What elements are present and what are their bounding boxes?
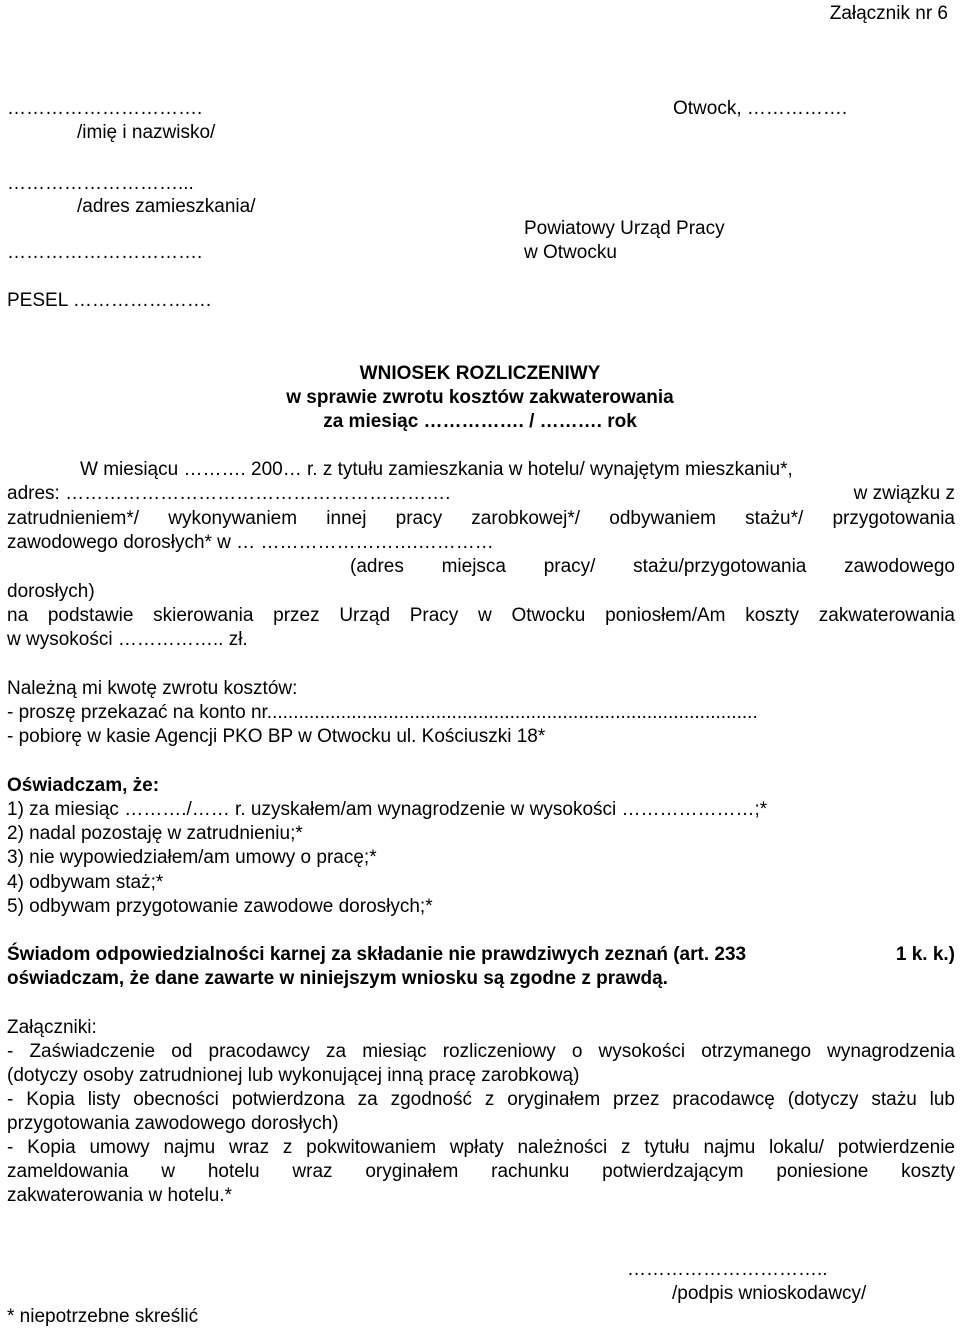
body-line-4: zawodowego dorosłych* w … …………………….………… [7,532,494,553]
footnote: * niepotrzebne skreślić [7,1306,199,1327]
declaration-heading: Oświadczam, że: [7,775,160,796]
document-period: za miesiąc ……………. / ………. rok [323,411,637,432]
attachment-1-line-2: (dotyczy osoby zatrudnionej lub wykonującej inną pracę zarobkową) [7,1065,580,1086]
attachment-3-line-3: zakwaterowania w hotelu.* [7,1185,232,1206]
declaration-item: 1) za miesiąc ………./…… r. uzyskałem/am wynagrodzenie w wysokości …………………;* [7,799,768,820]
body-line-2-end: w związku z [853,483,955,504]
name-label: /imię i nazwisko/ [77,122,216,143]
address-field: adres: ……………………………………………………. [7,483,451,504]
attachment-1-line-1: - Zaświadczenie od pracodawcy za miesiąc rozliczeniowy o wysokości otrzymanego wynagrodzenia [7,1041,955,1062]
declaration-item: 3) nie wypowiedziałem/am umowy o pracę;* [7,847,377,868]
attachments-heading: Załączniki: [7,1017,97,1038]
liability-text: Świadom odpowiedzialności karnej za składanie nie prawdziwych zeznań (art. 233 [7,944,747,965]
document-subtitle: w sprawie zwrotu kosztów zakwaterowania [286,387,674,408]
body-line-6: dorosłych) [7,581,95,602]
document-title: WNIOSEK ROZLICZENIWY [359,363,601,384]
refund-option-account: - proszę przekazać na konto nr............................................................................................. [7,702,758,723]
body-line-7: na podstawie skierowania przez Urząd Pracy w Otwocku poniosłem/Am koszty zakwaterowania [7,605,955,626]
signature-label: /podpis wnioskodawcy/ [672,1283,867,1304]
workplace-address-label: (adres miejsca pracy/ stażu/przygotowania zawodowego [350,556,955,577]
body-line-1: W miesiącu ………. 200… r. z tytułu zamieszkania w hotelu/ wynajętym mieszkaniu*, [80,459,793,480]
annex-number: Załącznik nr 6 [829,3,948,24]
name-line: …………………………. [7,98,203,119]
recipient-line-2: w Otwocku [524,242,617,263]
attachment-3-line-2: zameldowania w hotelu wraz oryginałem rachunku potwierdzającym poniesione koszty [7,1161,955,1182]
liability-line-1 [7,943,955,967]
body-line-8: w wysokości …………….. zł. [7,629,248,650]
liability-line-2: oświadczam, że dane zawarte w niniejszym wniosku są zgodne z prawdą. [7,968,668,989]
address-line-2: …………………………. [7,242,203,263]
refund-option-cash: - pobiorę w kasie Agencji PKO BP w Otwocku ul. Kościuszki 18* [7,726,546,747]
refund-intro: Należną mi kwotę zwrotu kosztów: [7,678,298,699]
address-line-1: ………………………... [7,173,194,194]
declaration-item: 5) odbywam przygotowanie zawodowe dorosłych;* [7,896,433,917]
body-line-3: zatrudnieniem*/ wykonywaniem innej pracy zarobkowej*/ odbywaniem stażu*/ przygotowania [7,508,955,529]
signature-line: ………………………….. [627,1259,828,1280]
attachment-2-line-1: - Kopia listy obecności potwierdzona za zgodność z oryginałem przez pracodawcę (dotyczy stażu lub [7,1089,955,1110]
declaration-item: 4) odbywam staż;* [7,872,164,893]
attachment-3-line-1: - Kopia umowy najmu wraz z pokwitowaniem wpłaty należności z tytułu najmu lokalu/ potwierdzenie [7,1137,955,1158]
liability-article: 1 k. k.) [895,944,955,965]
address-label: /adres zamieszkania/ [77,196,256,217]
pesel-field: PESEL …………………. [7,290,212,311]
attachment-2-line-2: przygotowania zawodowego dorosłych) [7,1113,339,1134]
recipient-line-1: Powiatowy Urząd Pracy [524,218,725,239]
body-line-2 [7,482,955,506]
place-date: Otwock, ……………. [673,98,848,119]
declaration-item: 2) nadal pozostaję w zatrudnieniu;* [7,823,303,844]
